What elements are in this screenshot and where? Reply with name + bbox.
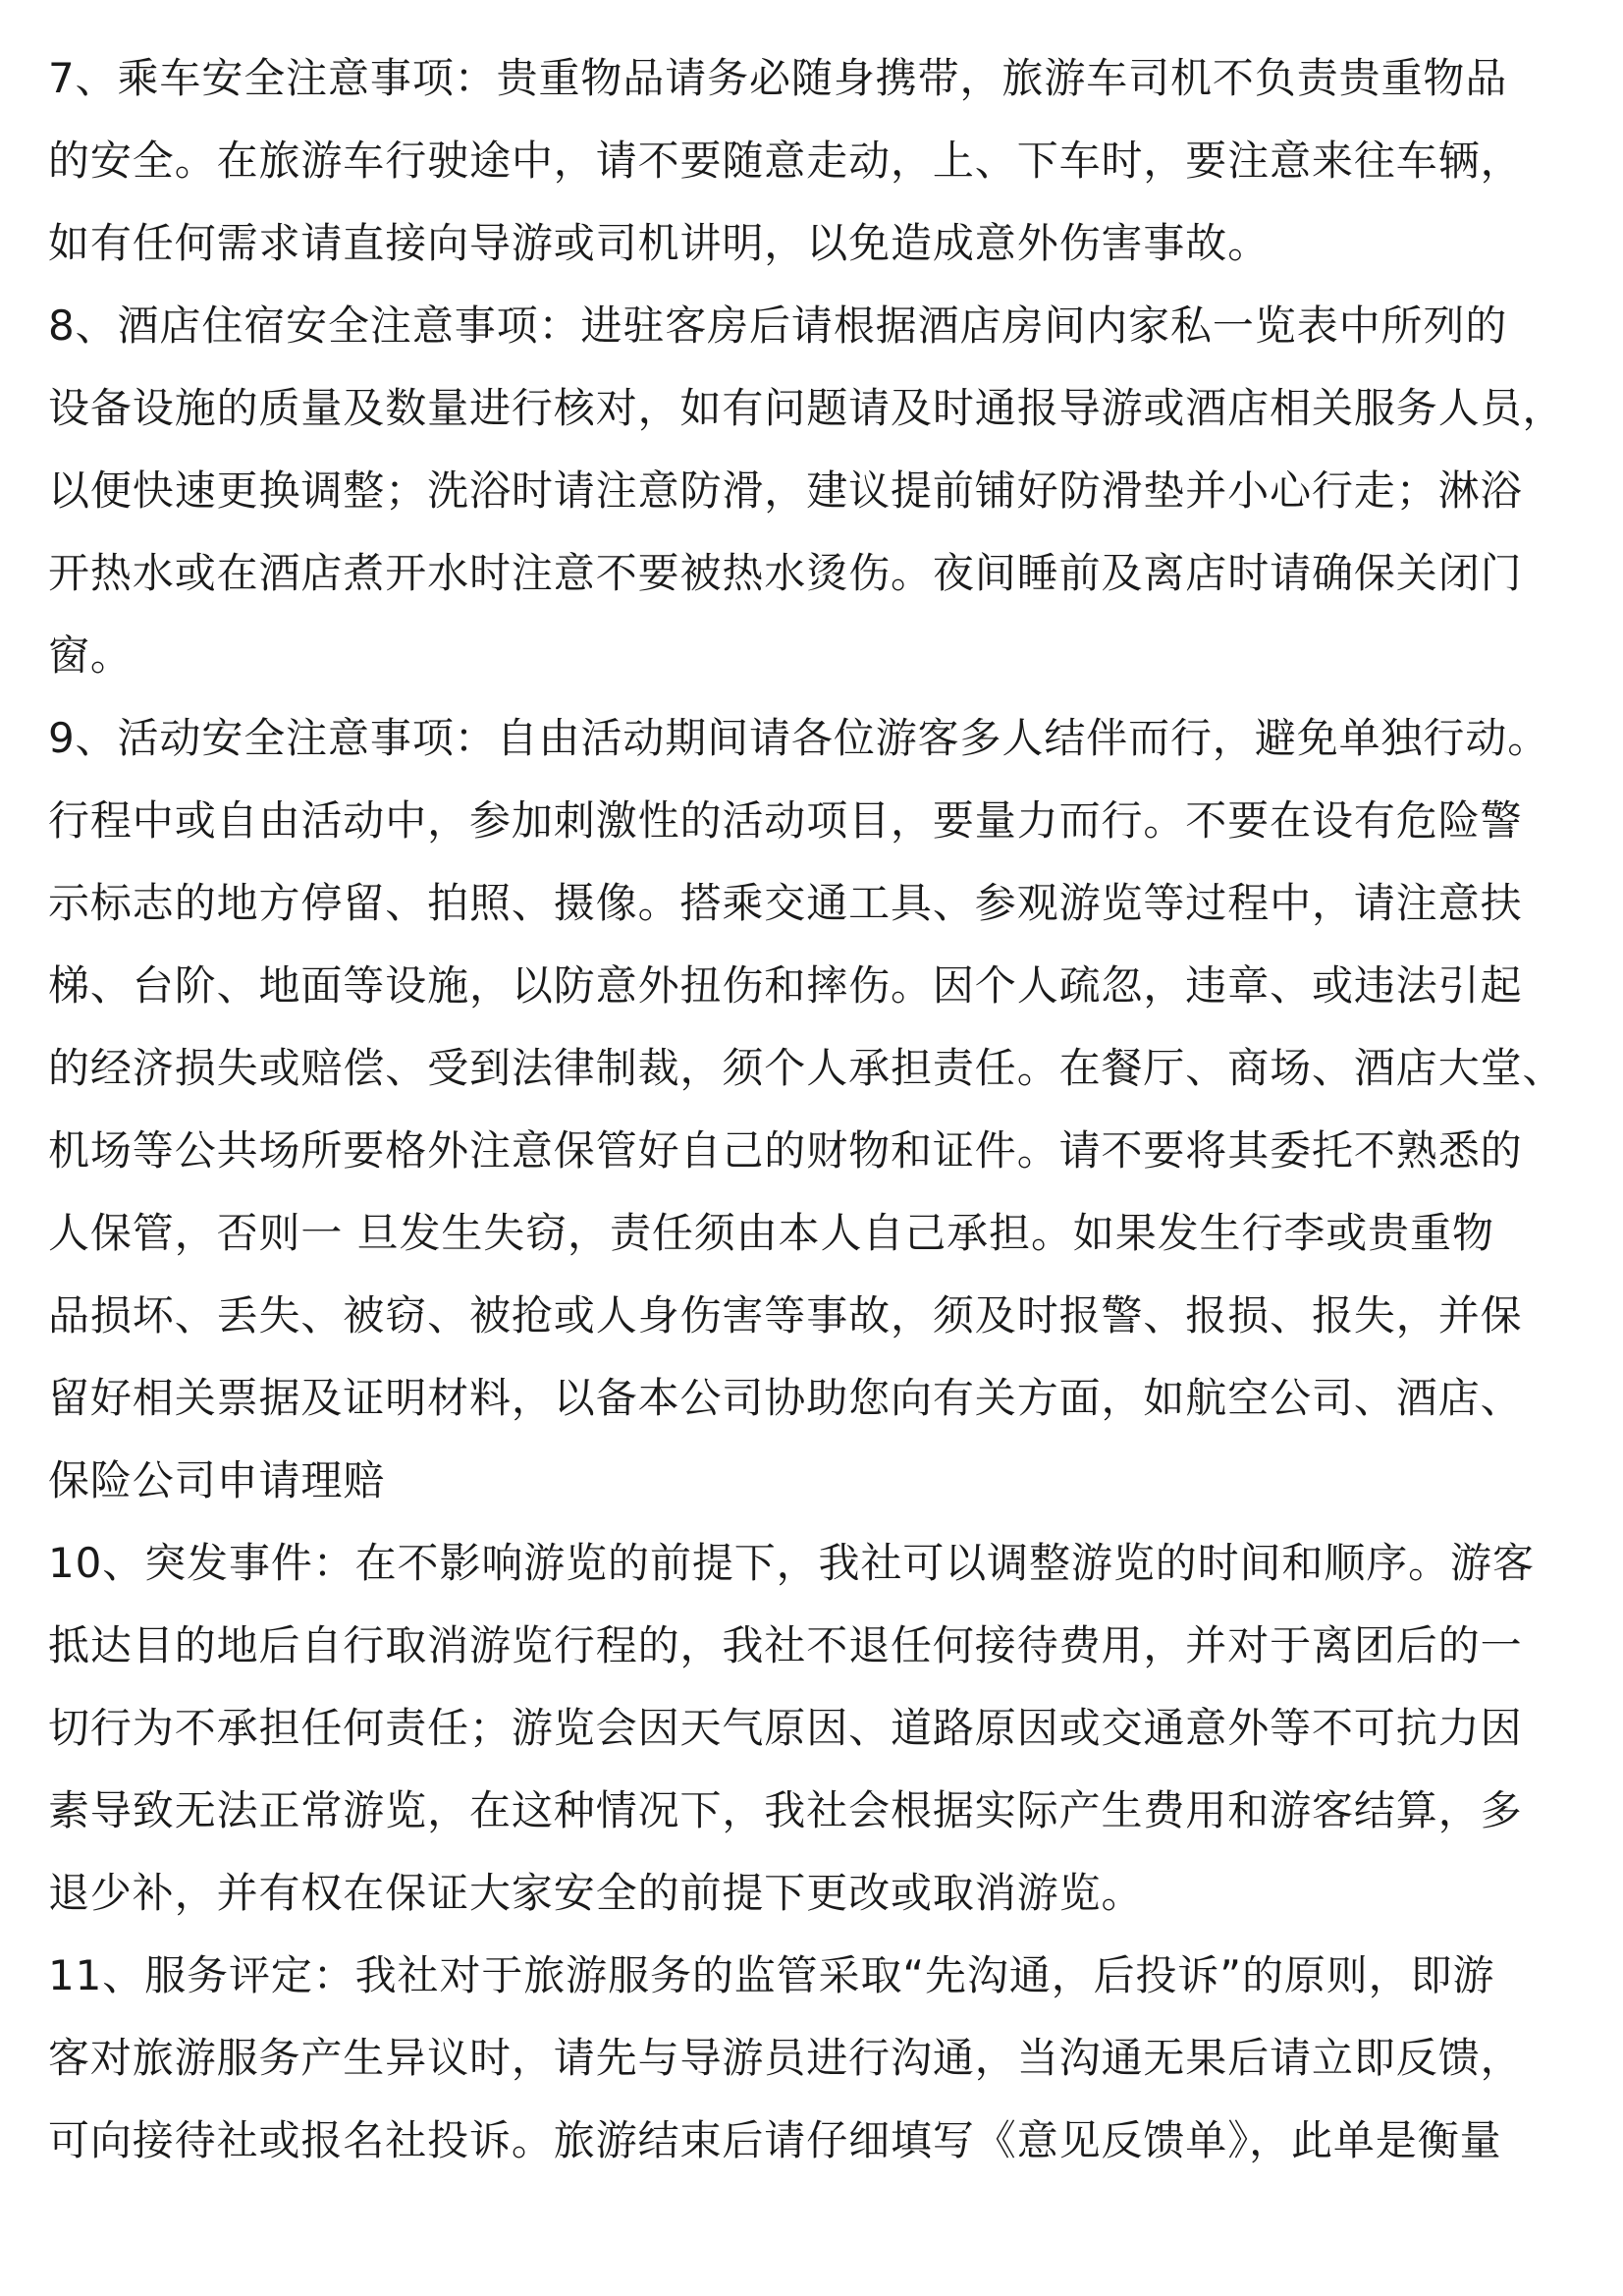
text-line: 7、乘车安全注意事项：贵重物品请务必随身携带，旅游车司机不负责贵重物品 [48, 54, 1508, 102]
text-line: 素导致无法正常游览，在这种情况下，我社会根据实际产生费用和游客结算，多 [48, 1786, 1523, 1834]
text-line: 示标志的地方停留、拍照、摄像。搭乘交通工具、参观游览等过程中，请注意扶 [48, 879, 1523, 927]
paragraph-10-emergencies [48, 1522, 1580, 1935]
text-line: 梯、台阶、地面等设施，以防意外扭伤和摔伤。因个人疏忽，违章、或违法引起 [48, 961, 1523, 1010]
text-line: 可向接待社或报名社投诉。旅游结束后请仔细填写《意见反馈单》，此单是衡量 [48, 2116, 1502, 2164]
text-line: 10、突发事件：在不影响游览的前提下，我社可以调整游览的时间和顺序。游客 [48, 1539, 1535, 1587]
text-line: 的经济损失或赔偿、受到法律制裁，须个人承担责任。在餐厅、商场、酒店大堂、 [48, 1044, 1565, 1092]
text-line: 留好相关票据及证明材料，以备本公司协助您向有关方面，如航空公司、酒店、 [48, 1374, 1523, 1422]
text-line: 品损坏、丢失、被窃、被抢或人身伤害等事故，须及时报警、报损、报失，并保 [48, 1291, 1523, 1339]
paragraph-7-vehicle-safety [48, 37, 1580, 285]
text-line: 人保管，否则一 旦发生失窃，责任须由本人自己承担。如果发生行李或贵重物 [48, 1209, 1494, 1257]
text-line: 机场等公共场所要格外注意保管好自己的财物和证件。请不要将其委托不熟悉的 [48, 1126, 1523, 1175]
text-line: 11、服务评定：我社对于旅游服务的监管采取“先沟通，后投诉”的原则，即游 [48, 1951, 1495, 1999]
text-line: 客对旅游服务产生异议时，请先与导游员进行沟通，当沟通无果后请立即反馈， [48, 2034, 1523, 2082]
text-line: 以便快速更换调整；洗浴时请注意防滑，建议提前铺好防滑垫并小心行走；淋浴 [48, 466, 1523, 515]
paragraph-11-service-evaluation [48, 1935, 1580, 2182]
text-line: 窗。 [48, 631, 133, 680]
document-page [48, 0, 1580, 2296]
text-line: 如有任何需求请直接向导游或司机讲明，以免造成意外伤害事故。 [48, 219, 1271, 267]
text-line: 保险公司申请理赔 [48, 1456, 386, 1504]
text-line: 的安全。在旅游车行驶途中，请不要随意走动，上、下车时，要注意来往车辆， [48, 137, 1523, 185]
text-line: 退少补，并有权在保证大家安全的前提下更改或取消游览。 [48, 1869, 1144, 1917]
paragraph-9-activity-safety [48, 697, 1580, 1522]
text-line: 行程中或自由活动中，参加刺激性的活动项目，要量力而行。不要在设有危险警 [48, 796, 1523, 845]
top-margin [48, 0, 1580, 37]
text-line: 8、酒店住宿安全注意事项：进驻客房后请根据酒店房间内家私一览表中所列的 [48, 301, 1508, 350]
text-line: 设备设施的质量及数量进行核对，如有问题请及时通报导游或酒店相关服务人员， [48, 384, 1565, 432]
text-line: 开热水或在酒店煮开水时注意不要被热水烫伤。夜间睡前及离店时请确保关闭门 [48, 549, 1523, 597]
text-line: 9、活动安全注意事项：自由活动期间请各位游客多人结伴而行，避免单独行动。 [48, 714, 1550, 762]
text-line: 切行为不承担任何责任；游览会因天气原因、道路原因或交通意外等不可抗力因 [48, 1704, 1523, 1752]
paragraph-8-hotel-safety [48, 285, 1580, 697]
text-line: 抵达目的地后自行取消游览行程的，我社不退任何接待费用，并对于离团后的一 [48, 1621, 1523, 1669]
